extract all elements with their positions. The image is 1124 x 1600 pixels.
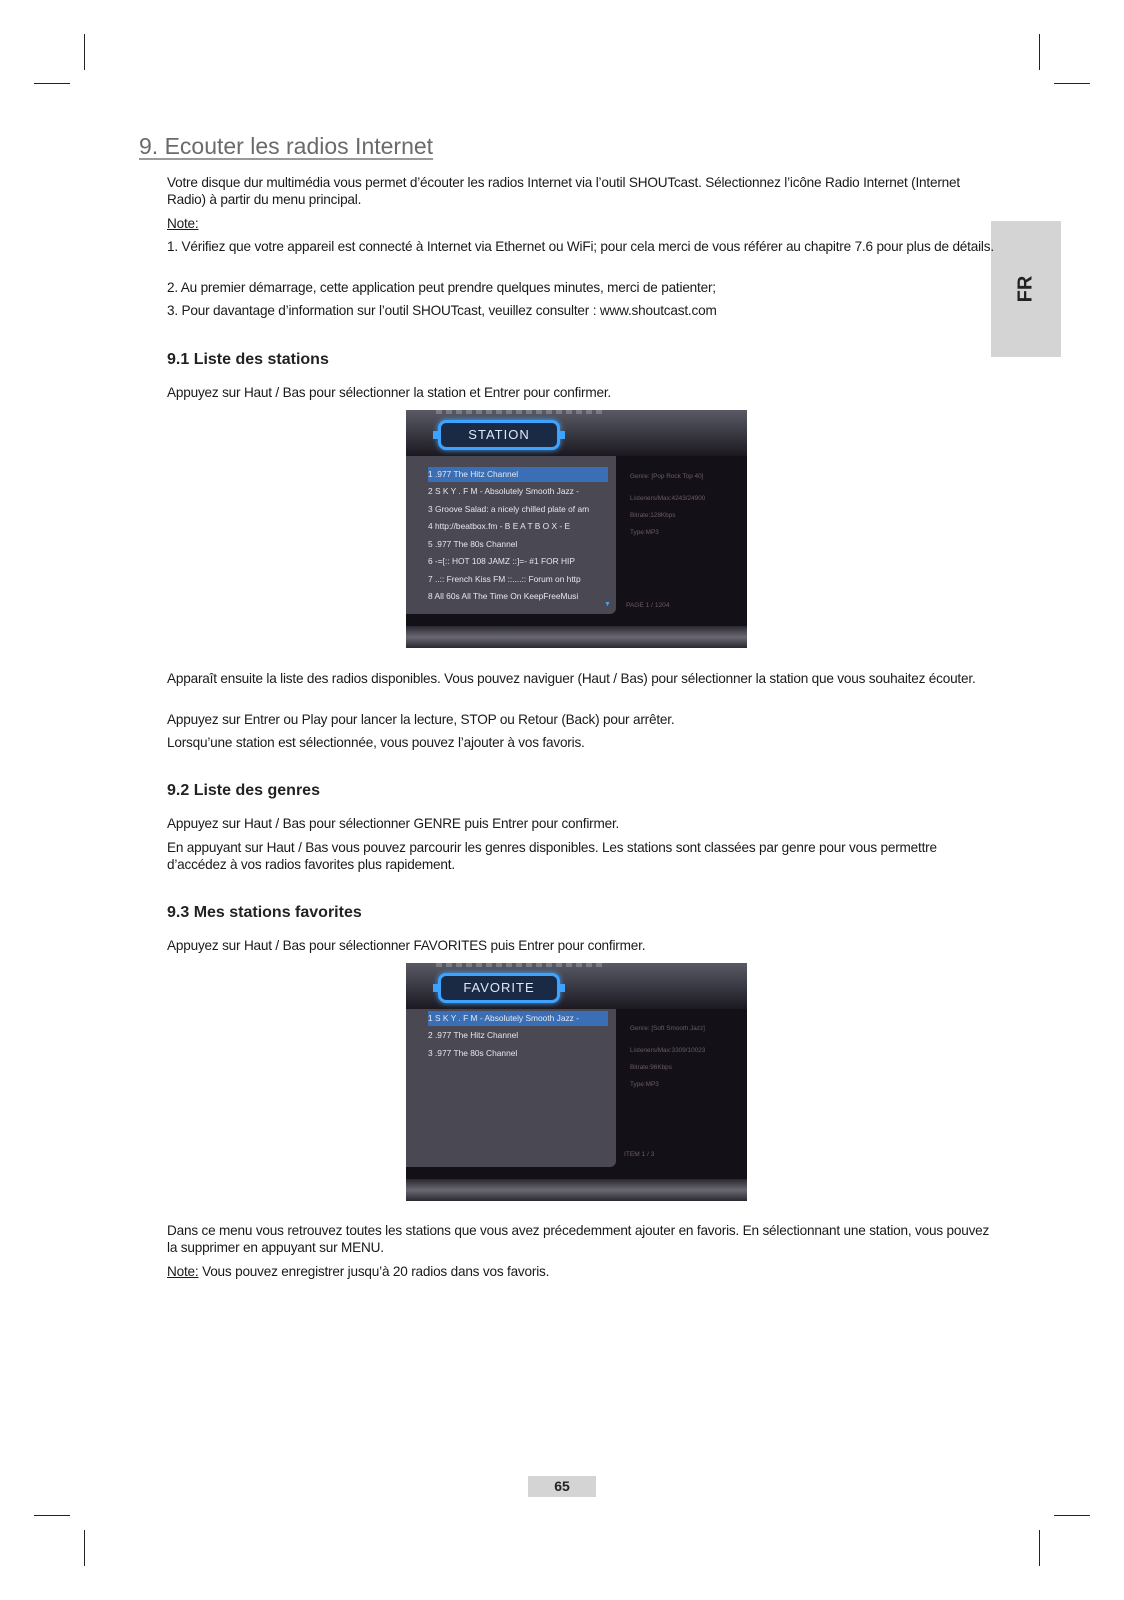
heading-station-list: 9.1 Liste des stations xyxy=(167,351,329,368)
screen-footer-bar xyxy=(406,626,747,648)
station-list-item[interactable]: 5 .977 The 80s Channel xyxy=(428,539,518,549)
scroll-down-icon[interactable]: ▼ xyxy=(604,601,611,608)
heading-genre-list: 9.2 Liste des genres xyxy=(167,782,320,799)
station-listeners: Listeners/Max:4243/24900 xyxy=(630,495,706,502)
crop-mark xyxy=(84,1530,85,1566)
note-text: Vous pouvez enregistrer jusqu’à 20 radios dans vos favoris. xyxy=(202,1264,550,1279)
paragraph: Dans ce menu vous retrouvez toutes les stations que vous avez précedemment ajouter en favoris. En sélectionnant une station, vous pouvez la supprimer en appuyant sur MENU. xyxy=(167,1223,990,1255)
station-list-item[interactable]: 6 -=[:: HOT 108 JAMZ ::]=- #1 FOR HIP xyxy=(428,556,575,566)
station-list-item[interactable]: 1 .977 The Hitz Channel xyxy=(428,467,608,482)
screen-title-badge: FAVORITE xyxy=(438,973,560,1003)
paragraph: Apparaît ensuite la liste des radios disponibles. Vous pouvez naviguer (Haut / Bas) pour sélectionner la station que vous souhaitez écouter. xyxy=(167,671,976,686)
station-list-item[interactable]: 4 http://beatbox.fm - B E A T B O X - E xyxy=(428,521,571,531)
note-label xyxy=(167,215,997,232)
station-screenshot xyxy=(406,410,747,648)
note-item: 3. Pour davantage d’information sur l’outil SHOUTcast, veuillez consulter : www.shoutcast.com xyxy=(167,303,717,318)
note-item: 2. Au premier démarrage, cette application peut prendre quelques minutes, merci de patienter; xyxy=(167,280,716,295)
crop-mark xyxy=(1039,34,1040,70)
favorite-screenshot xyxy=(406,963,747,1201)
station-list-item[interactable]: 3 Groove Salad: a nicely chilled plate of am xyxy=(428,504,590,514)
note-item: 1. Vérifiez que votre appareil est connecté à Internet via Ethernet ou WiFi; pour cela merci de vous référer au chapitre 7.6 pour plus de détails. xyxy=(167,239,994,254)
favorite-list-panel xyxy=(406,1009,616,1167)
crop-mark xyxy=(34,83,70,84)
language-code: FR xyxy=(1014,275,1037,303)
station-list-item[interactable]: 2 S K Y . F M - Absolutely Smooth Jazz - xyxy=(428,486,579,496)
decorative-dots xyxy=(436,963,606,967)
favorite-type: Type:MP3 xyxy=(630,1081,659,1088)
favorite-genre: Genre: [Soft Smooth Jazz] xyxy=(630,1025,705,1032)
favorite-list-item[interactable]: 2 .977 The Hitz Channel xyxy=(428,1030,519,1040)
paragraph: En appuyant sur Haut / Bas vous pouvez parcourir les genres disponibles. Les stations sont classées par genre pour vous permettre d’accédez à vos radios favorites plus rapidement. xyxy=(167,840,937,872)
paragraph: Appuyez sur Haut / Bas pour sélectionner GENRE puis Entrer pour confirmer. xyxy=(167,816,620,831)
crop-mark xyxy=(84,34,85,70)
station-genre: Genre: [Pop Rock Top 40] xyxy=(630,473,704,480)
note-paragraph xyxy=(167,1263,997,1280)
station-list-item[interactable]: 8 All 60s All The Time On KeepFreeMusi xyxy=(428,591,579,601)
station-type: Type:MP3 xyxy=(630,529,659,536)
favorite-listeners: Listeners/Max:3309/10023 xyxy=(630,1047,706,1054)
decorative-dots xyxy=(436,410,606,414)
paragraph: Appuyez sur Haut / Bas pour sélectionner la station et Entrer pour confirmer. xyxy=(167,385,611,400)
screen-footer-bar xyxy=(406,1179,747,1201)
intro-paragraph: Votre disque dur multimédia vous permet d’écouter les radios Internet via l’outil SHOUTcast. Sélectionnez l’icône Radio Internet (Internet Radio) à partir du menu principal. xyxy=(167,175,960,207)
section-title: 9. Ecouter les radios Internet xyxy=(139,133,434,159)
note-label-text: Note: xyxy=(167,216,199,231)
heading-favorite-stations: 9.3 Mes stations favorites xyxy=(167,904,362,921)
crop-mark xyxy=(1054,83,1090,84)
paragraph: Lorsqu’une station est sélectionnée, vous pouvez l’ajouter à vos favoris. xyxy=(167,735,585,750)
note-label-text: Note: xyxy=(167,1264,199,1279)
station-bitrate: Bitrate:128Kbps xyxy=(630,512,676,519)
screen-title-badge: STATION xyxy=(438,420,560,450)
paragraph: Appuyez sur Haut / Bas pour sélectionner FAVORITES puis Entrer pour confirmer. xyxy=(167,938,646,953)
paragraph: Appuyez sur Entrer ou Play pour lancer la lecture, STOP ou Retour (Back) pour arrêter. xyxy=(167,712,675,727)
favorite-bitrate: Bitrate:96Kbps xyxy=(630,1064,672,1071)
crop-mark xyxy=(34,1515,70,1516)
crop-mark xyxy=(1054,1515,1090,1516)
crop-mark xyxy=(1039,1530,1040,1566)
page-indicator: PAGE 1 / 1204 xyxy=(626,602,670,609)
language-tab xyxy=(991,221,1061,357)
station-list-panel xyxy=(406,456,616,614)
favorite-list-item[interactable]: 3 .977 The 80s Channel xyxy=(428,1048,518,1058)
item-indicator: ITEM 1 / 3 xyxy=(624,1151,655,1158)
station-list-item[interactable]: 7 ..:: French Kiss FM ::....:: Forum on http xyxy=(428,574,581,584)
favorite-list-item[interactable]: 1 S K Y . F M - Absolutely Smooth Jazz - xyxy=(428,1011,608,1026)
page-number: 65 xyxy=(528,1476,596,1497)
